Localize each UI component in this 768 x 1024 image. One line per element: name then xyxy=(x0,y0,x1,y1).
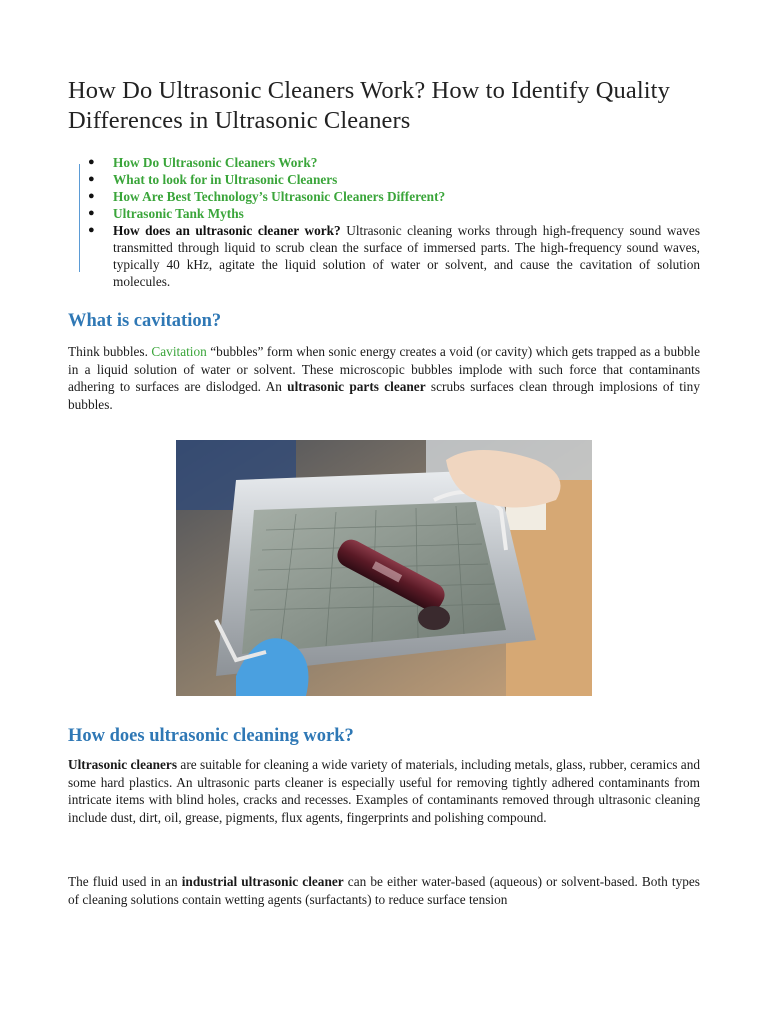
cleaning-p2-start: The fluid used in an xyxy=(68,874,182,889)
cavitation-text-end: scrubs surfaces clean through implosions of tiny bubbles. xyxy=(68,379,700,412)
intro-text: Ultrasonic cleaning works through high-frequency sound waves transmitted through liquid to scrub clean the surface of immersed parts. The high-frequency sound waves, typically 40 kHz, agitate the liquid solution of water or solvent, and cause the cavitation of solution molecules. xyxy=(113,223,700,289)
toc-link-how-different[interactable]: How Are Best Technology’s Ultrasonic Cleaners Different? xyxy=(113,189,446,204)
bullet-icon: ● xyxy=(88,173,95,185)
cavitation-link[interactable]: Cavitation xyxy=(151,344,207,359)
cavitation-bold: ultrasonic parts cleaner xyxy=(287,379,426,394)
toc-vertical-rule xyxy=(79,164,80,272)
photo-illustration xyxy=(176,440,592,696)
toc-item xyxy=(88,188,700,205)
cleaning-paragraph-1 xyxy=(68,756,700,826)
table-of-contents xyxy=(68,154,700,290)
bullet-icon: ● xyxy=(88,207,95,219)
cavitation-paragraph xyxy=(68,343,700,413)
cleaning-p2-end: can be either water-based (aqueous) or solvent-based. Both types of cleaning solutions contain wetting agents (surfactants) to reduce surface tension xyxy=(68,874,700,907)
page-title: How Do Ultrasonic Cleaners Work? How to Identify Quality Differences in Ultrasonic Cleaners xyxy=(68,77,670,134)
cleaning-paragraph-2 xyxy=(68,873,700,908)
bullet-icon: ● xyxy=(88,156,95,168)
heading-how-does-cleaning-work: How does ultrasonic cleaning work? xyxy=(68,726,354,746)
cleaning-p1-bold: Ultrasonic cleaners xyxy=(68,757,178,772)
ultrasonic-cleaner-photo xyxy=(176,440,592,696)
bullet-icon: ● xyxy=(88,224,95,236)
toc-link-how-work[interactable]: How Do Ultrasonic Cleaners Work? xyxy=(113,155,318,170)
cavitation-text-start: Think bubbles. xyxy=(68,344,152,359)
toc-link-tank-myths[interactable]: Ultrasonic Tank Myths xyxy=(113,206,244,221)
toc-link-what-to-look-for[interactable]: What to look for in Ultrasonic Cleaners xyxy=(113,172,338,187)
intro-lead: How does an ultrasonic cleaner work? xyxy=(113,223,341,238)
document-page xyxy=(68,76,700,290)
cleaning-p2-bold: industrial ultrasonic cleaner xyxy=(181,874,344,889)
cavitation-text-mid: “bubbles” form when sonic energy creates a void (or cavity) which gets trapped as a bubble in a liquid solution of water or solvent. These microscopic bubbles implode with such force that contaminants adhering to surfaces are dislodged. An xyxy=(68,344,700,394)
toc-item xyxy=(88,205,700,222)
heading-what-is-cavitation: What is cavitation? xyxy=(68,311,222,331)
intro-item xyxy=(88,222,700,290)
bullet-icon: ● xyxy=(88,190,95,202)
toc-item xyxy=(88,171,700,188)
cleaning-p1-text: are suitable for cleaning a wide variety of materials, including metals, glass, rubber, ceramics and some hard plastics. An ultrasonic parts cleaner is especially useful for removing tightly adhered contaminants from intricate items with blind holes, cracks and recesses. Examples of contaminants removed through ultrasonic cleaning include dust, dirt, oil, grease, pigments, flux agents, fingerprints and polishing compound. xyxy=(68,757,701,825)
toc-item xyxy=(88,154,700,171)
